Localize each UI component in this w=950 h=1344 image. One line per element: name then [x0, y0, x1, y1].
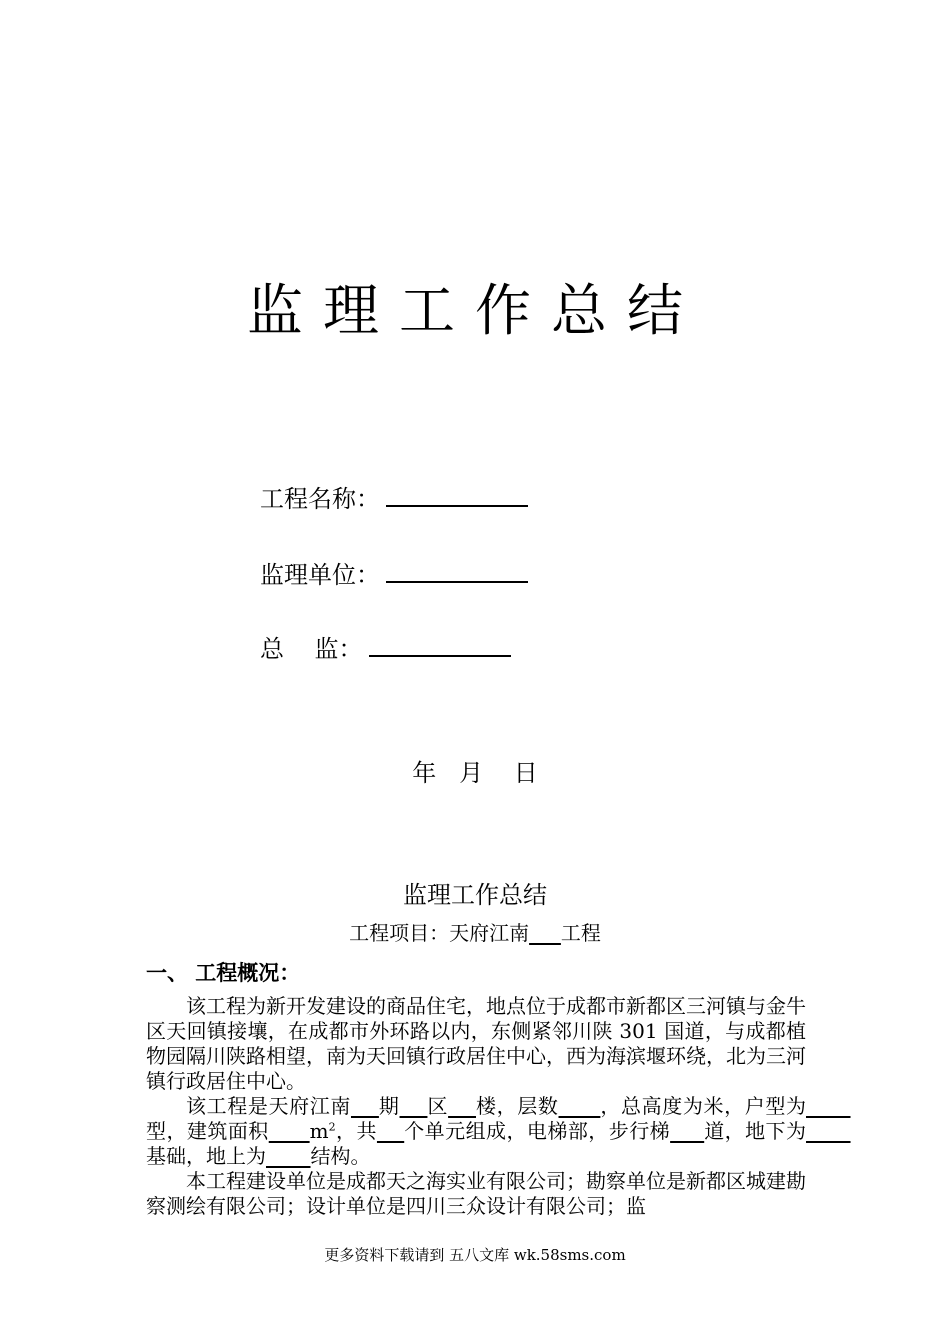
supervisor-unit-blank[interactable] — [386, 559, 528, 583]
blank — [806, 1119, 851, 1143]
body-text — [146, 994, 806, 1219]
project-name-field — [260, 482, 528, 516]
project-line-suffix: 工程 — [560, 921, 601, 945]
paragraph-building — [146, 1094, 806, 1169]
blank — [400, 1094, 428, 1118]
text: 道，地下为 — [704, 1119, 807, 1143]
superscript: 2 — [328, 1120, 336, 1134]
blank — [351, 1094, 379, 1118]
blank — [670, 1119, 704, 1143]
section-heading: 一、 工程概况： — [146, 961, 301, 985]
supervisor-unit-field — [260, 558, 528, 592]
blank — [448, 1094, 476, 1118]
chief-supervisor-label: 总 监： — [260, 635, 363, 663]
blank — [377, 1119, 404, 1143]
project-name-label: 工程名称： — [260, 485, 380, 513]
date-line: 年 月 日 — [412, 759, 538, 787]
text: 区 — [427, 1094, 449, 1118]
supervisor-unit-label: 监理单位： — [260, 561, 380, 589]
blank — [269, 1119, 310, 1143]
text: 个单元组成，电梯部，步行梯 — [404, 1119, 671, 1143]
project-line-blank — [529, 921, 561, 945]
text: 该工程是天府江南 — [186, 1094, 351, 1118]
cover-title: 监理工作总结 — [247, 279, 703, 344]
project-name-blank[interactable] — [386, 483, 528, 507]
text: m — [309, 1119, 329, 1143]
chief-supervisor-blank[interactable] — [369, 633, 511, 657]
blank — [806, 1094, 851, 1118]
text: 期 — [378, 1094, 400, 1118]
text: 基础，地上为 — [146, 1144, 266, 1168]
project-line — [0, 918, 950, 948]
paragraph-parties: 本工程建设单位是成都天之海实业有限公司；勘察单位是新都区城建勘察测绘有限公司；设计单位是四川三众设计有限公司；监 — [146, 1169, 806, 1218]
text: 结构。 — [310, 1144, 371, 1168]
summary-title: 监理工作总结 — [403, 881, 547, 909]
blank — [559, 1094, 601, 1118]
paragraph-location: 该工程为新开发建设的商品住宅，地点位于成都市新都区三河镇与金牛区天回镇接壤，在成都市外环路以内，东侧紧邻川陕 301 国道，与成都植物园隔川陕路相望，南为天回镇行政居住中心，西为海滨堰环绕，北为三河镇行政居住中心。 — [146, 994, 806, 1093]
project-line-prefix: 工程项目：天府江南 — [349, 921, 530, 945]
text: 型，建筑面积 — [146, 1119, 269, 1143]
footer-note: 更多资料下载请到 五八文库 wk.58sms.com — [324, 1246, 626, 1264]
text: ，共 — [335, 1119, 377, 1143]
text: 楼，层数 — [476, 1094, 559, 1118]
blank — [266, 1144, 311, 1168]
chief-supervisor-field — [260, 632, 511, 666]
text: ，总高度为米，户型为 — [600, 1094, 806, 1118]
